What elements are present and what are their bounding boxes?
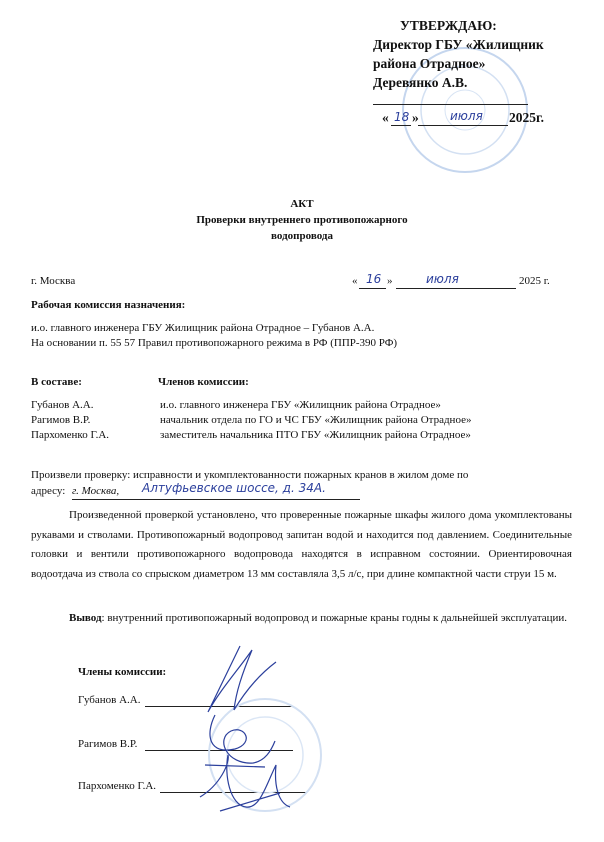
signature-name: Губанов А.А. <box>78 694 141 706</box>
commission-line2: На основании п. 55 57 Правил противопожарного режима в РФ (ППР-390 РФ) <box>31 337 398 349</box>
date-year: 2025 г. <box>519 275 550 287</box>
city: г. Москва <box>31 275 76 287</box>
signatures-heading: Члены комиссии: <box>78 666 167 678</box>
address-city: г. Москва, <box>72 485 120 497</box>
approval-date-close: » <box>412 110 419 125</box>
member-position: заместитель начальника ПТО ГБУ «Жилищник района Отрадное» <box>160 429 471 441</box>
address-handwritten: Алтуфьевское шоссе, д. 34А. <box>142 481 326 495</box>
approval-line2: района Отрадное» <box>373 56 486 71</box>
address-label: адресу: <box>31 485 66 497</box>
conclusion-paragraph <box>31 609 572 629</box>
approval-signer: Деревянко А.В. <box>373 75 468 90</box>
approval-heading: УТВЕРЖДАЮ: <box>400 18 497 33</box>
handwritten-signature <box>180 745 310 825</box>
member-position: начальник отдела по ГО и ЧС ГБУ «Жилищник района Отрадное» <box>160 414 472 426</box>
member-name: Рагимов В.Р. <box>31 414 91 426</box>
findings-text: Произведенной проверкой установлено, что проверенные пожарные шкафы жилого дома укомплектованы рукавами и стволами. Противопожарный водопровод запитан водой и находится под давлением. Соединительные головки и вентили противопожарного водопровода находятся в исправном состоянии. Ориентировочная водоотдача из ствола со спрыском диаметром 13 мм составляла 3,5 л/с, при длине компактной части струи 15 м. <box>31 509 572 580</box>
approval-signature-line <box>373 104 528 105</box>
findings-paragraph <box>31 506 572 584</box>
conclusion-text: : внутренний противопожарный водопровод и пожарные краны годны к дальнейшей эксплуатации. <box>101 612 568 624</box>
member-name: Пархоменко Г.А. <box>31 429 110 441</box>
member-name: Губанов А.А. <box>31 399 94 411</box>
approval-day-line <box>391 125 411 126</box>
date-month: июля <box>426 272 459 286</box>
signature-name: Пархоменко Г.А. <box>78 780 157 792</box>
approval-date-day: 18 <box>394 110 410 124</box>
act-subtitle-line2: водопровода <box>271 230 333 242</box>
date-day: 16 <box>366 272 382 286</box>
date-open-quote: « <box>352 275 358 287</box>
signature-name: Рагимов В.Р. <box>78 738 138 750</box>
commission-line1: и.о. главного инженера ГБУ Жилищник района Отрадное – Губанов А.А. <box>31 322 375 334</box>
conclusion-label: Вывод <box>69 612 102 624</box>
approval-date-month: июля <box>450 109 483 123</box>
day-line <box>359 288 386 289</box>
act-title: АКТ <box>290 198 314 210</box>
act-subtitle-line1: Проверки внутреннего противопожарного <box>196 214 408 226</box>
approval-month-line <box>418 125 508 126</box>
approval-date-year: 2025г. <box>509 110 544 125</box>
approval-line1: Директор ГБУ «Жилищник <box>373 37 544 52</box>
date-close-quote: » <box>387 275 393 287</box>
month-line <box>396 288 516 289</box>
address-line <box>72 499 360 500</box>
member-position: и.о. главного инженера ГБУ «Жилищник района Отрадное» <box>160 399 441 411</box>
inspection-line1: Произвели проверку: исправности и укомплектованности пожарных кранов в жилом доме по <box>31 469 469 481</box>
composition-label: В составе: <box>31 376 82 388</box>
members-label: Членов комиссии: <box>158 376 249 388</box>
approval-date-open: « <box>382 110 389 125</box>
commission-heading: Рабочая комиссия назначения: <box>31 299 186 311</box>
